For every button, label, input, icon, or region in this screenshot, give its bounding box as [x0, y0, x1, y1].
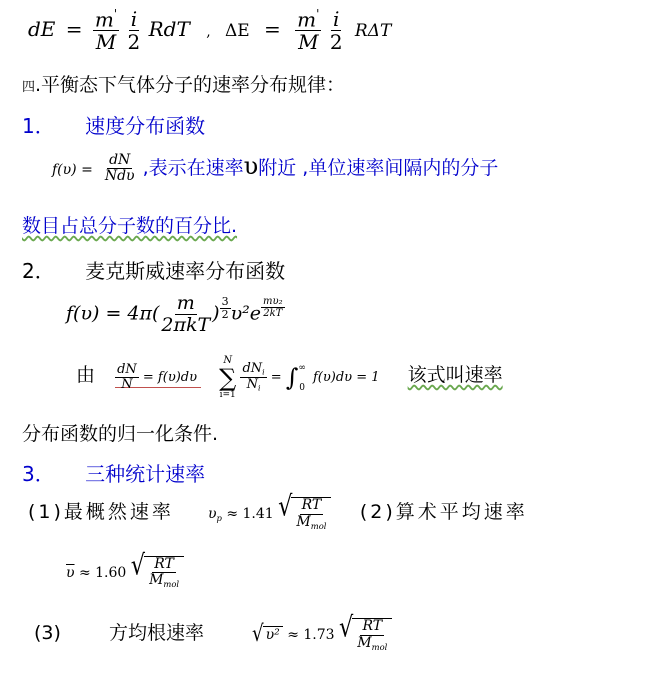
eq2-rest: RΔT [354, 21, 392, 42]
item-1-heading [22, 110, 205, 139]
p3-den: M [357, 634, 372, 651]
int-equals: = [270, 370, 282, 385]
eq1-equals: = [65, 17, 83, 42]
eq1-mass-fraction [93, 8, 119, 53]
eq2-mass-den: M [298, 30, 319, 55]
p3-coef: ≈ 1.73 [287, 627, 335, 643]
p2-lhs: $\overline{\upsilon}$ [66, 564, 75, 581]
formula-separator: , [206, 24, 211, 41]
p1-den-sub: mol [310, 520, 327, 531]
item-2-heading [22, 255, 285, 284]
eq2-lhs: ΔE [225, 21, 250, 42]
maxwell-e-num: mυ₂ [263, 296, 283, 308]
sum-expression [219, 355, 383, 400]
p2-den: M [149, 572, 164, 589]
speed-distribution-definition [52, 152, 498, 184]
maxwell-mass-fraction [159, 293, 212, 336]
p2-num: RT [154, 556, 174, 572]
definition-text-3-content: 数目占总分子数的百分比. [22, 215, 238, 237]
item-3-number: 3． [22, 462, 55, 486]
p1-den: M [296, 513, 311, 530]
integral-symbol: ∫ [285, 363, 299, 392]
mean-speed-line: $\overline{\upsilon} \approx 1.60$ √ $\frac{RT}{M_{mol}}$ [66, 556, 184, 590]
eq2-mass-fraction [295, 8, 321, 53]
eq2-i-num: i [332, 7, 340, 32]
s-num-sub: i [262, 367, 265, 377]
definition-text-2: 附近 ,单位速率间隔内的分子 [258, 157, 499, 179]
p3-formula: √ υ² ≈ 1.73 √ $\frac{RT}{M_{mol}}$ [252, 627, 392, 643]
eq2-equals: = [264, 17, 281, 42]
maxwell-e-exponent [261, 296, 285, 319]
f-fraction [103, 153, 137, 185]
p3-label: (3) [34, 622, 61, 644]
eq2-i-den: 2 [329, 30, 343, 55]
s-den: N [246, 377, 258, 392]
p1-coef: ≈ 1.41 [226, 506, 274, 522]
eq2-i-fraction [328, 8, 345, 53]
section-4-heading [22, 70, 345, 97]
eq1-i-fraction [126, 8, 143, 53]
p2-label: (2)算术平均速率 [359, 501, 528, 523]
n-den: N [121, 377, 133, 392]
maxwell-lhs: f(υ) = 4π( [66, 302, 160, 325]
normalization-caption-text: 分布函数的归一化条件. [22, 423, 219, 445]
f-den: Ndυ [104, 168, 135, 184]
s-den-sub: i [257, 383, 261, 393]
f-num: dN [109, 151, 131, 168]
p2-den-sub: mol [163, 579, 180, 590]
maxwell-rparen: ) [212, 302, 220, 325]
maxwell-den: 2πkT [161, 313, 211, 336]
normalization-line [76, 355, 503, 400]
n-num: dN [117, 361, 137, 377]
p1-label: (1)最概然速率 [28, 501, 174, 523]
s-num: dN [242, 360, 263, 376]
item-1-title: 速度分布函数 [85, 114, 206, 138]
eq1-prime: ' [113, 7, 118, 21]
eq2-prime: ' [316, 7, 320, 21]
by-label: 由 [76, 364, 96, 386]
call-text: 该式叫速率 [407, 364, 503, 386]
integral-bottom: 0 [299, 382, 305, 393]
eq1-mass-num: m [94, 7, 114, 32]
n-rest: = f(υ)dυ [142, 370, 198, 385]
maxwell-exp-den: 2 [221, 308, 229, 322]
p3-den-sub: mol [371, 641, 388, 652]
maxwell-exponent [220, 296, 231, 321]
p1-lhs: υ [207, 506, 217, 522]
eq2-mass-num: m [297, 7, 317, 32]
p3-num: RT [362, 618, 383, 635]
item-1-number: 1． [22, 114, 55, 138]
rms-speed-line [34, 611, 392, 652]
eq1-i-den: 2 [127, 30, 141, 55]
section-4-marker: 四 [22, 80, 36, 95]
maxwell-e-den: 2kT [263, 308, 283, 320]
p1-formula: $\upsilon_p \approx 1.41$ √ $\frac{RT}{M_{mol}}$ [208, 506, 336, 522]
normalization-caption [22, 419, 218, 446]
p3-title: 方均根速率 [108, 622, 204, 644]
definition-text-1: ,表示在速率 [142, 157, 244, 179]
eq1-i-num: i [130, 7, 138, 32]
eq1-rest: RdT [148, 17, 190, 42]
sum-symbol: ∑ [219, 364, 237, 392]
item-2-number: 2． [22, 259, 55, 283]
item-3-heading [22, 458, 205, 487]
p3-lhs: υ² [263, 626, 283, 644]
energy-formula-line [28, 8, 391, 53]
maxwell-exp-num: 3 [221, 295, 229, 309]
maxwell-formula [66, 293, 285, 336]
sum-bottom: i=1 [219, 390, 236, 400]
upsilon-symbol: υ [243, 152, 259, 180]
definition-text-3 [22, 211, 237, 238]
integral-top: ∞ [298, 362, 306, 373]
maxwell-num: m [176, 292, 195, 314]
normalization-expression [115, 361, 201, 392]
most-probable-speed-line [28, 490, 528, 531]
item-2-title: 麦克斯威速率分布函数 [85, 259, 286, 283]
integral-rest: f(υ)dυ = 1 [312, 370, 380, 385]
p1-sub: p [216, 512, 222, 523]
item-3-title: 三种统计速率 [85, 462, 206, 486]
eq1-mass-den: M [95, 30, 117, 55]
f-lhs: f(υ) = [52, 162, 93, 178]
section-4-title: .平衡态下气体分子的速率分布规律： [35, 74, 346, 96]
sum-top: N [223, 355, 233, 366]
p1-num: RT [301, 497, 322, 514]
p2-coef: ≈ 1.60 [78, 564, 127, 581]
maxwell-v2e: υ²e [230, 302, 262, 325]
eq1-lhs: dE [28, 17, 56, 42]
